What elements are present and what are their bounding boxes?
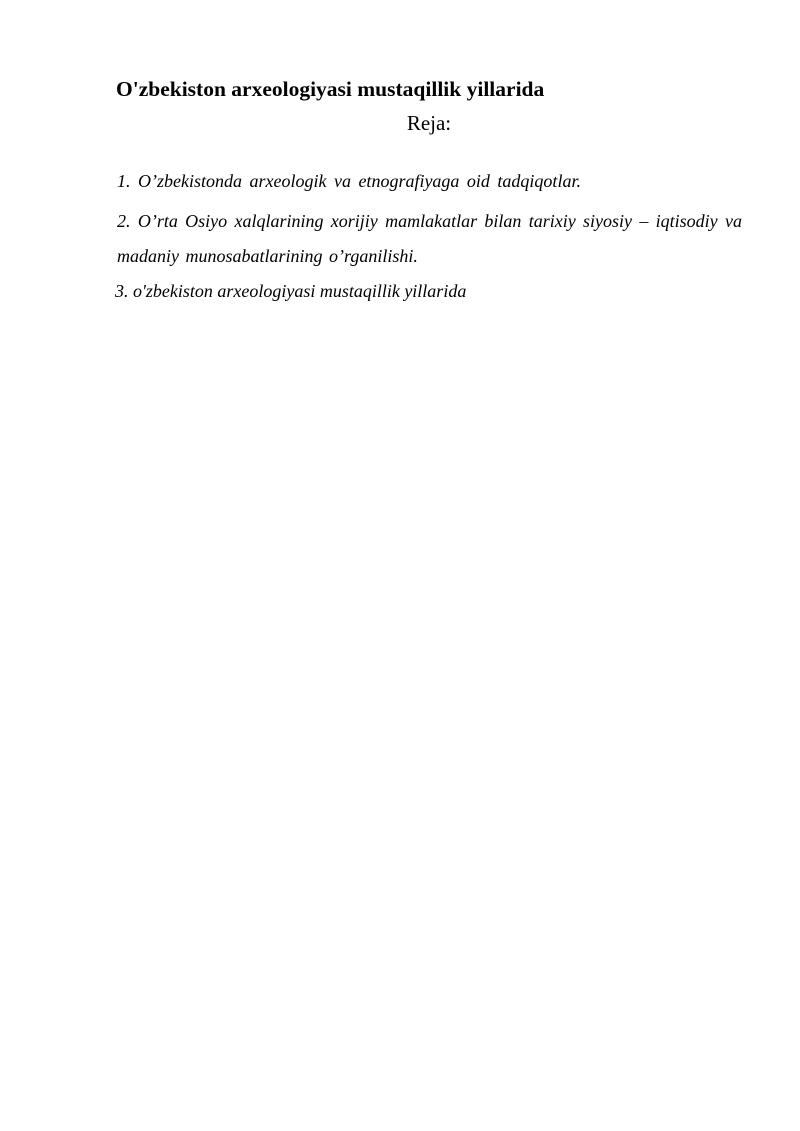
plan-item-3: 3. o'zbekiston arxeologiyasi mustaqillik yillarida xyxy=(115,281,467,301)
document-title: O'zbekiston arxeologiyasi mustaqillik yillarida xyxy=(116,77,545,101)
plan-item-1: 1. O’zbekistonda arxeologik va etnografiyaga oid tadqiqotlar. xyxy=(117,171,581,191)
plan-item-2: 2. O’rta Osiyo xalqlarining xorijiy mamlakatlar bilan tarixiy siyosiy – iqtisodiy va madaniy munosabatlarining o’rganilishi. xyxy=(117,211,742,266)
plan-heading: Reja: xyxy=(406,111,452,135)
plan-list xyxy=(117,167,742,305)
